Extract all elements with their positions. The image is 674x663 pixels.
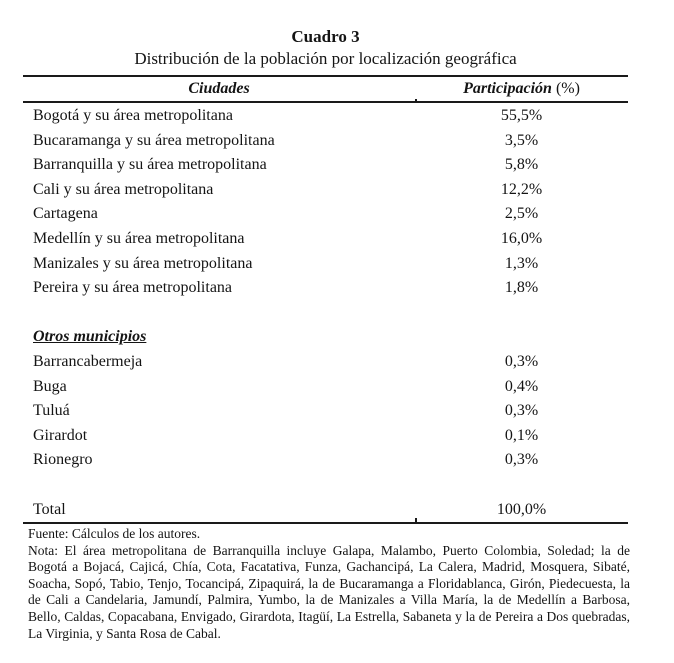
section-header-label: Otros municipios (33, 328, 147, 346)
section-header-row (23, 325, 628, 350)
share-cell: 0,3% (504, 352, 539, 370)
city-cell: Barranquilla y su área metropolitana (33, 156, 267, 174)
table-caption-number: Cuadro 3 (291, 27, 360, 46)
city-cell: Pereira y su área metropolitana (33, 279, 233, 297)
city-cell: Manizales y su área metropolitana (33, 254, 253, 272)
share-cell: 5,8% (504, 156, 539, 174)
share-cell: 1,3% (504, 254, 539, 272)
table-row (23, 399, 628, 424)
column-header-share-label: Participación (463, 80, 552, 97)
table-row (23, 424, 628, 449)
total-label: Total (33, 500, 66, 518)
share-cell: 0,1% (504, 426, 539, 444)
table-row (23, 227, 628, 252)
table-row (23, 350, 628, 375)
share-cell: 12,2% (500, 180, 543, 198)
table-row (23, 276, 628, 301)
table-caption-title: Distribución de la población por localización geográfica (134, 49, 517, 68)
city-cell: Cali y su área metropolitana (33, 180, 214, 198)
table-row (23, 448, 628, 473)
share-cell: 55,5% (500, 107, 543, 124)
municipality-cell: Rionegro (33, 451, 93, 469)
table-footnotes (28, 526, 630, 642)
population-distribution-table (23, 75, 628, 524)
share-cell: 0,3% (504, 451, 539, 469)
share-cell: 0,4% (504, 377, 539, 395)
share-cell: 1,8% (504, 279, 539, 297)
table-row (23, 252, 628, 277)
city-cell: Bucaramanga y su área metropolitana (33, 131, 275, 149)
table-row (23, 202, 628, 227)
municipality-cell: Tuluá (33, 402, 70, 420)
total-share: 100,0% (496, 500, 547, 518)
municipality-cell: Barrancabermeja (33, 352, 143, 370)
share-cell: 0,3% (504, 402, 539, 420)
table-row (23, 375, 628, 400)
column-divider-tick-bottom (415, 518, 417, 522)
column-header-cities: Ciudades (188, 80, 250, 97)
total-row (23, 498, 628, 523)
table-row (23, 129, 628, 154)
municipality-cell: Buga (33, 377, 67, 395)
table-header-row (23, 77, 628, 103)
source-line: Fuente: Cálculos de los autores. (28, 526, 201, 542)
column-divider-tick-top (415, 99, 417, 103)
municipality-cell: Girardot (33, 426, 88, 444)
share-cell: 2,5% (504, 205, 539, 223)
table-row (23, 104, 628, 129)
note-paragraph: Nota: El área metropolitana de Barranquilla incluye Galapa, Malambo, Puerto Colombia, Soledad; la de Bogotá a Bojacá, Cajicá, Chía, Cota, Facatativa, Funza, Gachancipá, La Calera, Madrid, Mosquera, Sibaté, Soacha, Sopó, Tabio, Tenjo, Tocancipá, Zipaquirá, la de Bucaramanga a Floridablanca, Girón, Piedecuesta, la de Cali a Candelaria, Jamundí, Palmira, Yumbo, la de Manizales a Villa María, la de Medellín a Barbosa, Bello, Caldas, Copacabana, Envigado, Girardota, Itagüí, La Estrella, Sabaneta y la de Pereira a Dos quebradas, La Virginia, y Santa Rosa de Cabal. (28, 542, 630, 641)
share-cell (415, 325, 628, 350)
city-cell: Bogotá y su área metropolitana (33, 107, 233, 124)
column-header-share-units: (%) (551, 80, 580, 97)
share-cell: 16,0% (500, 229, 543, 247)
share-cell: 3,5% (504, 131, 539, 149)
city-cell: Cartagena (33, 205, 98, 223)
city-cell: Medellín y su área metropolitana (33, 229, 245, 247)
spacer-row (23, 301, 628, 326)
table-row (23, 178, 628, 203)
table-row (23, 153, 628, 178)
spacer-row (23, 473, 628, 498)
column-header-share (415, 77, 628, 101)
table-body (23, 103, 628, 522)
